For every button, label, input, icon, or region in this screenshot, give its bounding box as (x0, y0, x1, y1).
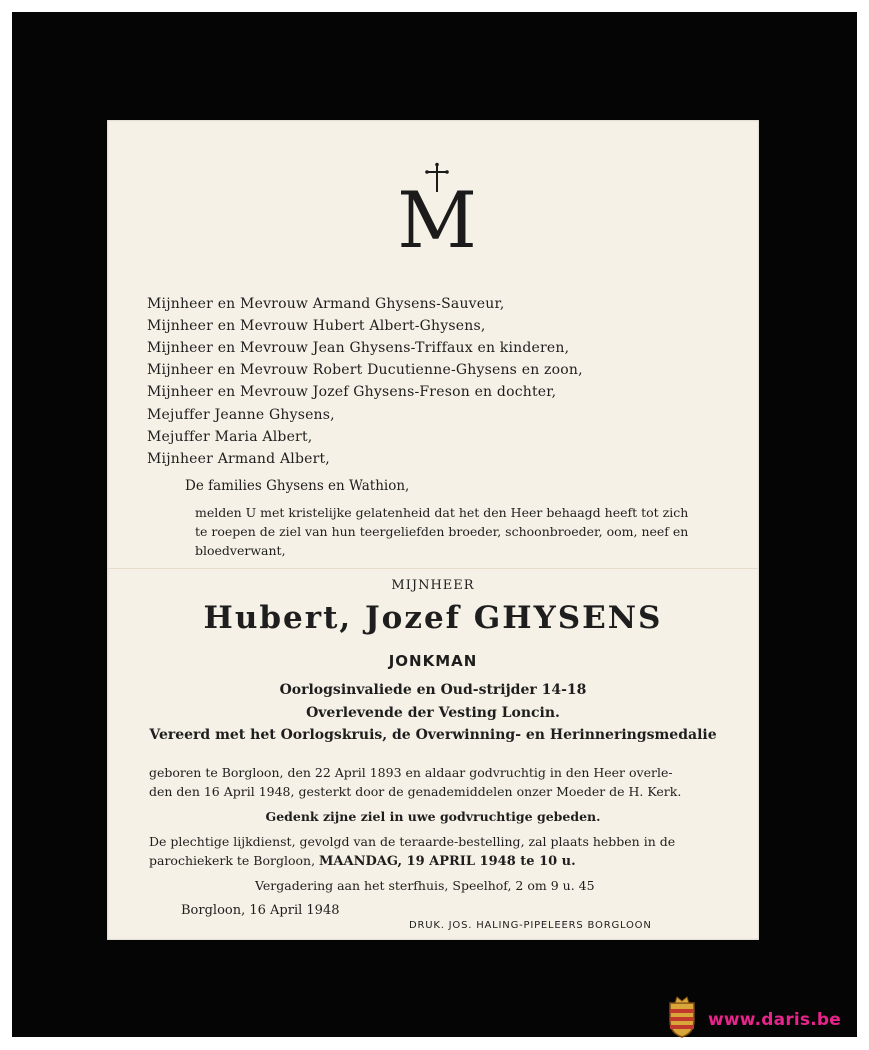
family-line: Mijnheer en Mevrouw Robert Ducutienne-Ghysens en zoon, (147, 362, 583, 378)
birth-line: den den 16 April 1948, gesterkt door de genademiddelen onzer Moeder de H. Kerk. (149, 784, 682, 799)
family-line: Mijnheer en Mevrouw Hubert Albert-Ghysens, (147, 318, 486, 334)
honor-line: Oorlogsinvaliede en Oud-strijder 14-18 (279, 682, 587, 698)
website-watermark[interactable]: www.daris.be (708, 1010, 842, 1030)
family-line: Mijnheer en Mevrouw Jozef Ghysens-Freson en dochter, (147, 384, 557, 400)
honor-line: Overlevende der Vesting Loncin. (306, 705, 560, 721)
family-line: Mejuffer Maria Albert, (147, 429, 313, 445)
paper-fold-line (107, 568, 759, 569)
birth-line: geboren te Borgloon, den 22 April 1893 en aldaar godvruchtig in den Heer overle- (149, 765, 673, 780)
memorial-card (107, 120, 759, 940)
marian-monogram (397, 162, 477, 266)
deceased-name: Hubert, Jozef GHYSENS (203, 600, 663, 636)
place-date: Borgloon, 16 April 1948 (181, 903, 340, 918)
civil-status: JONKMAN (388, 652, 478, 670)
announce-line: te roepen de ziel van hun teergeliefden broeder, schoonbroeder, oom, neef en (195, 524, 689, 539)
funeral-line-prefix: parochiekerk te Borgloon, (149, 853, 320, 868)
families-line: De families Ghysens en Wathion, (185, 478, 410, 494)
funeral-line (149, 853, 576, 869)
announce-line: melden U met kristelijke gelatenheid dat het den Heer behaagd heeft tot zich (195, 505, 689, 520)
family-line: Mejuffer Jeanne Ghysens, (147, 407, 335, 423)
printer-credit: DRUK. JOS. HALING-PIPELEERS BORGLOON (409, 920, 652, 931)
crest-logo-icon (666, 995, 698, 1039)
honor-line: Vereerd met het Oorlogskruis, de Overwinning- en Herinneringsmedalie (149, 727, 717, 743)
gathering-line: Vergadering aan het sterfhuis, Speelhof, 2 om 9 u. 45 (255, 878, 595, 893)
honorific-title: MIJNHEER (391, 578, 475, 593)
family-line: Mijnheer en Mevrouw Jean Ghysens-Triffaux en kinderen, (147, 340, 570, 356)
funeral-date: MAANDAG, 19 APRIL 1948 te 10 u. (319, 854, 576, 869)
monogram-letter: M (397, 176, 477, 266)
announce-line: bloedverwant, (195, 543, 286, 558)
prayer-line: Gedenk zijne ziel in uwe godvruchtige gebeden. (265, 809, 601, 824)
funeral-line: De plechtige lijkdienst, gevolgd van de teraarde-bestelling, zal plaats hebben in de (149, 834, 676, 849)
family-line: Mijnheer en Mevrouw Armand Ghysens-Sauveur, (147, 296, 505, 312)
family-line: Mijnheer Armand Albert, (147, 451, 330, 467)
